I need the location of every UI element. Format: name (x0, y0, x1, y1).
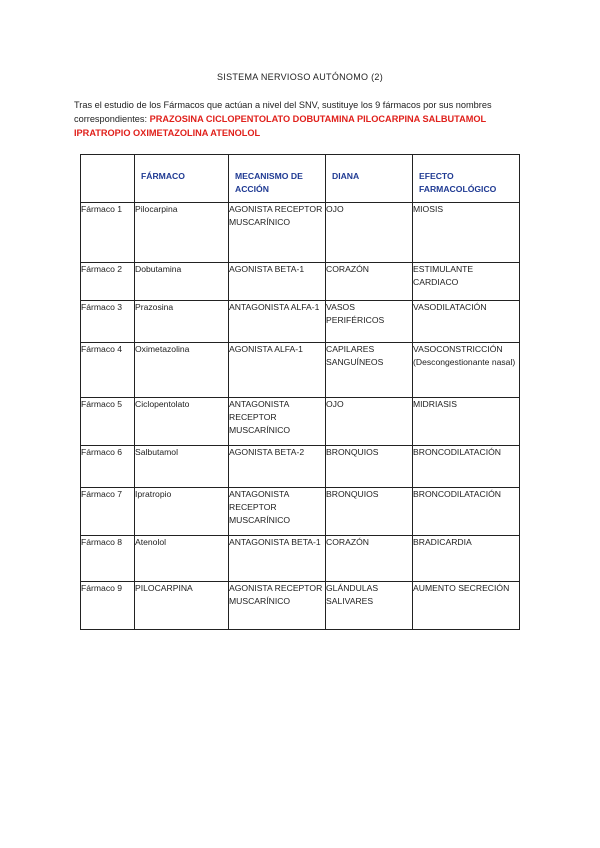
cell-row-label: Fármaco 3 (81, 301, 135, 343)
cell-target: CORAZÓN (326, 536, 413, 582)
cell-row-label: Fármaco 8 (81, 536, 135, 582)
cell-row-label: Fármaco 6 (81, 446, 135, 488)
cell-row-label: Fármaco 5 (81, 398, 135, 446)
cell-effect: BRONCODILATACIÓN (413, 488, 520, 536)
header-target: DIANA (326, 155, 413, 203)
cell-row-label: Fármaco 7 (81, 488, 135, 536)
cell-target: GLÁNDULAS SALIVARES (326, 582, 413, 630)
cell-effect: ESTIMULANTE CARDIACO (413, 263, 520, 301)
cell-effect: VASODILATACIÓN (413, 301, 520, 343)
intro-drug-list: PRAZOSINA CICLOPENTOLATO DOBUTAMINA PILOCARPINA SALBUTAMOL IPRATROPIO OXIMETAZOLINA ATENOLOL (74, 114, 486, 138)
cell-mechanism: AGONISTA RECEPTOR MUSCARÍNICO (229, 582, 326, 630)
cell-target: BRONQUIOS (326, 488, 413, 536)
table-header-row (81, 155, 520, 203)
cell-row-label: Fármaco 4 (81, 343, 135, 398)
cell-effect: VASOCONSTRICCIÓN (Descongestionante nasal) (413, 343, 520, 398)
drug-table (80, 154, 520, 630)
cell-mechanism: ANTAGONISTA RECEPTOR MUSCARÍNICO (229, 398, 326, 446)
cell-effect: BRADICARDIA (413, 536, 520, 582)
cell-mechanism: AGONISTA BETA-1 (229, 263, 326, 301)
table-row (81, 203, 520, 263)
cell-drug-name: Oximetazolina (135, 343, 229, 398)
table-row (81, 536, 520, 582)
cell-mechanism: AGONISTA BETA-2 (229, 446, 326, 488)
table-row (81, 263, 520, 301)
cell-drug-name: Prazosina (135, 301, 229, 343)
table-row (81, 301, 520, 343)
table-body (81, 203, 520, 630)
cell-mechanism: ANTAGONISTA BETA-1 (229, 536, 326, 582)
cell-target: CAPILARES SANGUÍNEOS (326, 343, 413, 398)
table-row (81, 488, 520, 536)
cell-drug-name: Salbutamol (135, 446, 229, 488)
intro-text: Tras el estudio de los Fármacos que actúan a nivel del SNV, sustituye los 9 fármacos por sus nombres correspondientes: (74, 100, 492, 124)
cell-drug-name: Pilocarpina (135, 203, 229, 263)
cell-drug-name: Ipratropio (135, 488, 229, 536)
cell-target: CORAZÓN (326, 263, 413, 301)
cell-target: OJO (326, 203, 413, 263)
cell-drug-name: PILOCARPINA (135, 582, 229, 630)
cell-mechanism: ANTAGONISTA RECEPTOR MUSCARÍNICO (229, 488, 326, 536)
cell-effect: BRONCODILATACIÓN (413, 446, 520, 488)
cell-drug-name: Atenolol (135, 536, 229, 582)
header-mechanism: MECANISMO DE ACCIÓN (229, 155, 326, 203)
cell-drug-name: Dobutamina (135, 263, 229, 301)
page-title: SISTEMA NERVIOSO AUTÓNOMO (2) (216, 72, 384, 82)
header-effect: EFECTO FARMACOLÓGICO (413, 155, 520, 203)
cell-row-label: Fármaco 1 (81, 203, 135, 263)
header-drug: FÁRMACO (135, 155, 229, 203)
cell-mechanism: AGONISTA ALFA-1 (229, 343, 326, 398)
cell-row-label: Fármaco 2 (81, 263, 135, 301)
cell-mechanism: ANTAGONISTA ALFA-1 (229, 301, 326, 343)
table-row (81, 582, 520, 630)
table-row (81, 398, 520, 446)
cell-target: OJO (326, 398, 413, 446)
cell-target: VASOS PERIFÉRICOS (326, 301, 413, 343)
intro-paragraph (74, 98, 534, 140)
cell-mechanism: AGONISTA RECEPTOR MUSCARÍNICO (229, 203, 326, 263)
cell-drug-name: Ciclopentolato (135, 398, 229, 446)
cell-effect: MIOSIS (413, 203, 520, 263)
header-empty (81, 155, 135, 203)
cell-effect: MIDRIASIS (413, 398, 520, 446)
cell-target: BRONQUIOS (326, 446, 413, 488)
cell-effect: AUMENTO SECRECIÓN (413, 582, 520, 630)
cell-row-label: Fármaco 9 (81, 582, 135, 630)
table-row (81, 343, 520, 398)
table-row (81, 446, 520, 488)
